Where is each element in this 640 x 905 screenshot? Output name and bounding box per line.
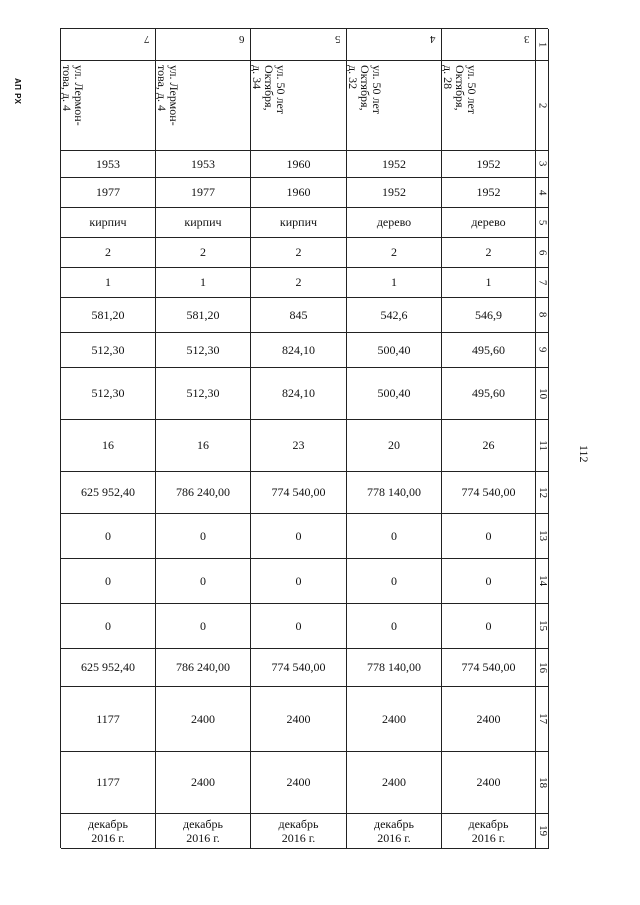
table-cell: 774 540,00 (251, 472, 347, 514)
row-index-cell: 2 (536, 61, 549, 151)
table-cell: 1977 (61, 178, 156, 208)
table-cell: 0 (347, 514, 442, 559)
date-cell (442, 814, 536, 849)
date-cell (61, 814, 156, 849)
table-cell: 512,30 (156, 333, 251, 368)
row-index-cell: 18 (536, 752, 549, 814)
table-row (61, 178, 549, 208)
table-cell: 0 (442, 604, 536, 649)
table-cell: 546,9 (442, 298, 536, 333)
row-index-cell: 11 (536, 420, 549, 472)
table-row (61, 752, 549, 814)
table-row-header-numbers (61, 29, 549, 61)
table-cell: 495,60 (442, 368, 536, 420)
table-cell: 1953 (61, 151, 156, 178)
date-month: декабрь (374, 816, 414, 831)
table-cell: 581,20 (156, 298, 251, 333)
table-row (61, 298, 549, 333)
table-row-addresses (61, 61, 549, 151)
table-cell: дерево (442, 208, 536, 238)
table-cell: 1960 (251, 151, 347, 178)
table-cell: 1953 (156, 151, 251, 178)
header-number-cell: 6 (156, 29, 251, 61)
row-index-cell: 9 (536, 333, 549, 368)
table-cell: 774 540,00 (251, 649, 347, 687)
table-cell: 0 (61, 514, 156, 559)
table-cell: 1 (61, 268, 156, 298)
header-number-cell: 7 (61, 29, 156, 61)
table-cell: 2400 (442, 752, 536, 814)
table-cell: 23 (251, 420, 347, 472)
table-cell: 2400 (442, 687, 536, 752)
table-cell: кирпич (61, 208, 156, 238)
table-cell: кирпич (156, 208, 251, 238)
table-cell: 0 (61, 604, 156, 649)
table-cell: 0 (156, 559, 251, 604)
row-index-cell: 6 (536, 238, 549, 268)
table-cell: 786 240,00 (156, 472, 251, 514)
table-cell: 1960 (251, 178, 347, 208)
table-row (61, 238, 549, 268)
table-cell: 2 (251, 268, 347, 298)
table-cell: 2 (156, 238, 251, 268)
address-cell: ул. 50 лет Октября, д. 34 (251, 61, 347, 151)
row-index-cell: 1 (536, 29, 549, 61)
table-cell: 2400 (156, 752, 251, 814)
table-cell: 2 (251, 238, 347, 268)
table-cell: 2 (347, 238, 442, 268)
date-month: декабрь (88, 816, 128, 831)
row-index-cell: 16 (536, 649, 549, 687)
table-cell: 1 (347, 268, 442, 298)
row-index-cell: 14 (536, 559, 549, 604)
table-cell: 1952 (347, 178, 442, 208)
table-cell: 500,40 (347, 333, 442, 368)
table-row (61, 268, 549, 298)
table-cell: 20 (347, 420, 442, 472)
date-cell (347, 814, 442, 849)
row-index-cell: 12 (536, 472, 549, 514)
table-cell: 0 (156, 514, 251, 559)
table-cell: 2 (442, 238, 536, 268)
header-number-cell: 4 (347, 29, 442, 61)
table-cell: 2400 (347, 752, 442, 814)
archive-side-mark: АП РХ (13, 78, 22, 105)
table-row (61, 559, 549, 604)
address-cell: ул. Лермон- това, д. 4 (61, 61, 156, 151)
table-cell: 1 (156, 268, 251, 298)
table-cell: 778 140,00 (347, 649, 442, 687)
date-year: 2016 г. (281, 831, 316, 845)
table-cell: 495,60 (442, 333, 536, 368)
table-cell: 845 (251, 298, 347, 333)
date-cell (251, 814, 347, 849)
table-cell: 2 (61, 238, 156, 268)
table-cell: дерево (347, 208, 442, 238)
table-row (61, 604, 549, 649)
table-cell: 1177 (61, 687, 156, 752)
date-month: декабрь (468, 816, 509, 831)
table-cell: кирпич (251, 208, 347, 238)
table-cell: 0 (156, 604, 251, 649)
table-cell: 16 (156, 420, 251, 472)
table-cell: 774 540,00 (442, 649, 536, 687)
address-cell: ул. 50 лет Октября, д. 32 (347, 61, 442, 151)
header-number-cell: 3 (442, 29, 536, 61)
table-cell: 2400 (251, 687, 347, 752)
row-index-cell: 10 (536, 368, 549, 420)
table-cell: 500,40 (347, 368, 442, 420)
date-month: декабрь (183, 816, 223, 831)
row-index-cell: 5 (536, 208, 549, 238)
row-index-cell: 15 (536, 604, 549, 649)
table-row-dates (61, 814, 549, 849)
date-cell (156, 814, 251, 849)
table-cell: 0 (251, 604, 347, 649)
row-index-cell: 4 (536, 178, 549, 208)
row-index-cell: 17 (536, 687, 549, 752)
table-cell: 542,6 (347, 298, 442, 333)
table-cell: 625 952,40 (61, 649, 156, 687)
page-number: 112 (577, 445, 591, 463)
table-cell: 0 (347, 559, 442, 604)
table-cell: 1 (442, 268, 536, 298)
table-cell: 0 (442, 559, 536, 604)
housing-table (60, 28, 548, 848)
table-cell: 0 (251, 514, 347, 559)
table-row (61, 151, 549, 178)
table-row (61, 649, 549, 687)
row-index-cell: 19 (536, 814, 549, 849)
table-cell: 0 (347, 604, 442, 649)
date-year: 2016 г. (91, 831, 125, 845)
table-row (61, 472, 549, 514)
address-cell: ул. Лермон- това, д. 4 (156, 61, 251, 151)
date-month: декабрь (278, 816, 319, 831)
table-cell: 1952 (442, 151, 536, 178)
table-row (61, 368, 549, 420)
date-year: 2016 г. (377, 831, 411, 845)
table-row (61, 687, 549, 752)
date-year: 2016 г. (186, 831, 220, 845)
table-cell: 0 (442, 514, 536, 559)
table-row (61, 420, 549, 472)
table-cell: 1177 (61, 752, 156, 814)
table-cell: 625 952,40 (61, 472, 156, 514)
table-cell: 512,30 (156, 368, 251, 420)
table-cell: 1952 (347, 151, 442, 178)
table-cell: 824,10 (251, 368, 347, 420)
address-cell: ул. 50 лет Октября, д. 28 (442, 61, 536, 151)
table-cell: 512,30 (61, 368, 156, 420)
table-cell: 778 140,00 (347, 472, 442, 514)
table-row (61, 333, 549, 368)
table-cell: 1952 (442, 178, 536, 208)
row-index-cell: 13 (536, 514, 549, 559)
row-index-cell: 8 (536, 298, 549, 333)
table-cell: 1977 (156, 178, 251, 208)
table-cell: 26 (442, 420, 536, 472)
table-cell: 16 (61, 420, 156, 472)
table-cell: 2400 (156, 687, 251, 752)
table-cell: 581,20 (61, 298, 156, 333)
date-year: 2016 г. (471, 831, 506, 845)
table-cell: 0 (251, 559, 347, 604)
header-number-cell: 5 (251, 29, 347, 61)
table-cell: 786 240,00 (156, 649, 251, 687)
table-cell: 824,10 (251, 333, 347, 368)
table-row (61, 208, 549, 238)
table-cell: 774 540,00 (442, 472, 536, 514)
table-cell: 512,30 (61, 333, 156, 368)
row-index-cell: 3 (536, 151, 549, 178)
row-index-cell: 7 (536, 268, 549, 298)
table-cell: 2400 (347, 687, 442, 752)
table-cell: 2400 (251, 752, 347, 814)
table-cell: 0 (61, 559, 156, 604)
table-row (61, 514, 549, 559)
